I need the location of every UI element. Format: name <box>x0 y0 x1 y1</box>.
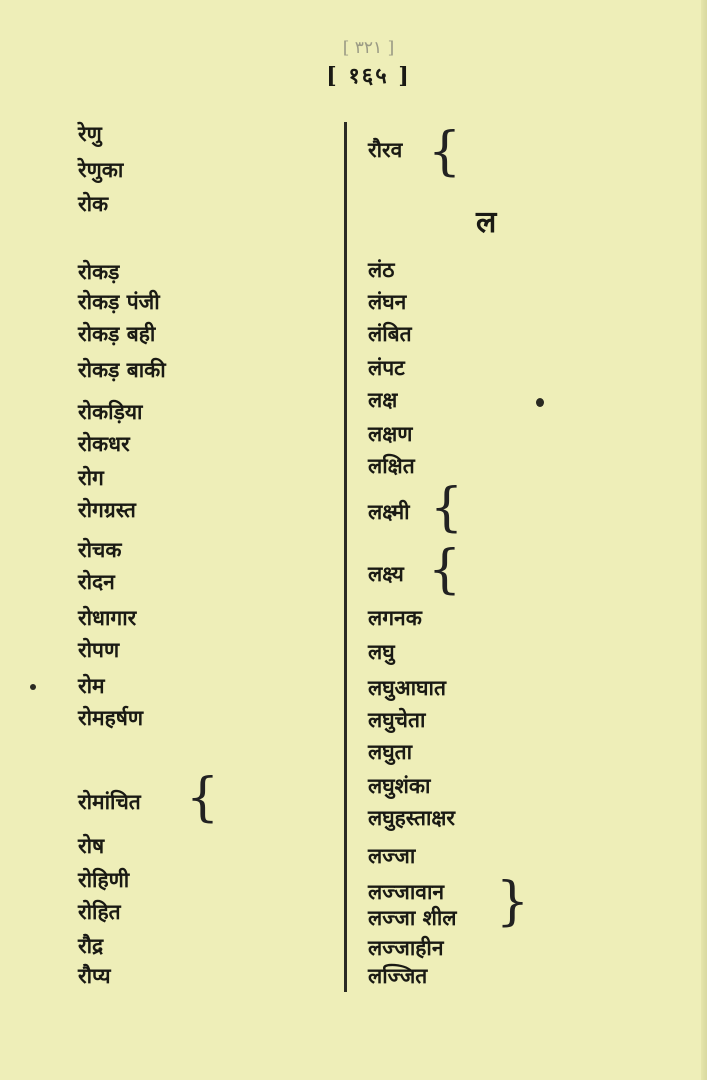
headword: रोग <box>78 466 104 490</box>
headword: रोकड़िया <box>78 400 143 424</box>
headword: लज्जा शील <box>368 906 457 930</box>
headword: रोहित <box>78 900 121 924</box>
section-letter: ल <box>476 205 497 240</box>
headword: लज्जावान <box>368 880 445 904</box>
headword: लघुहस्ताक्षर <box>368 806 456 830</box>
headword: लघुशंका <box>368 774 431 798</box>
headword: रोष <box>78 834 105 858</box>
headword: लघुता <box>368 740 413 764</box>
headword: रोहिणी <box>78 868 130 892</box>
headword: रौरव <box>368 138 403 162</box>
headword: रेणु <box>78 122 102 146</box>
headword: रोक <box>78 192 109 216</box>
headword: लगनक <box>368 606 422 630</box>
headword: लक्ष्मी <box>368 500 410 524</box>
brace-icon: { <box>430 478 464 538</box>
headword: लक्षण <box>368 422 413 446</box>
headword: लघुचेता <box>368 708 426 732</box>
headword: लंघन <box>368 290 407 314</box>
headword: रौप्य <box>78 964 111 988</box>
ink-dot <box>536 398 544 407</box>
page-header <box>0 38 707 90</box>
headword: रोकधर <box>78 432 130 456</box>
headword: रोम <box>78 674 105 698</box>
headword: रोपण <box>78 638 120 662</box>
headword: लज्जा <box>368 844 416 868</box>
old-page-number: [ ٣٢١ ] <box>342 38 395 58</box>
headword: रोधागार <box>78 606 137 630</box>
page-edge <box>701 0 707 1080</box>
headword: रोमहर्षण <box>78 706 144 730</box>
brace-icon: { <box>186 768 220 828</box>
headword: रौद्र <box>78 934 104 958</box>
headword: लक्षित <box>368 454 415 478</box>
headword: लघुआघात <box>368 676 446 700</box>
headword: रोकड़ <box>78 260 120 284</box>
headword: रोदन <box>78 570 115 594</box>
ink-dot <box>30 684 36 690</box>
headword: लक्ष <box>368 388 398 412</box>
headword: लक्ष्य <box>368 562 404 586</box>
headword: रोकड़ पंजी <box>78 290 160 314</box>
brace-icon: { <box>428 122 462 182</box>
headword: लंठ <box>368 258 395 282</box>
headword: लघु <box>368 640 395 664</box>
headword: रोकड़ बाकी <box>78 358 166 382</box>
headword: रोकड़ बही <box>78 322 156 346</box>
headword: रोचक <box>78 538 122 562</box>
brace-icon: { <box>428 540 462 600</box>
headword: लज्जाहीन <box>368 936 444 960</box>
headword: लंपट <box>368 356 405 380</box>
headword: रोगग्रस्त <box>78 498 136 522</box>
headword: रोमांचित <box>78 790 141 814</box>
headword: रेणुका <box>78 158 124 182</box>
headword: लज्जित <box>368 964 428 988</box>
column-divider <box>344 122 347 992</box>
page-number: [ १६५ ] <box>326 63 411 89</box>
headword: लंबित <box>368 322 412 346</box>
brace-icon: } <box>496 872 530 932</box>
